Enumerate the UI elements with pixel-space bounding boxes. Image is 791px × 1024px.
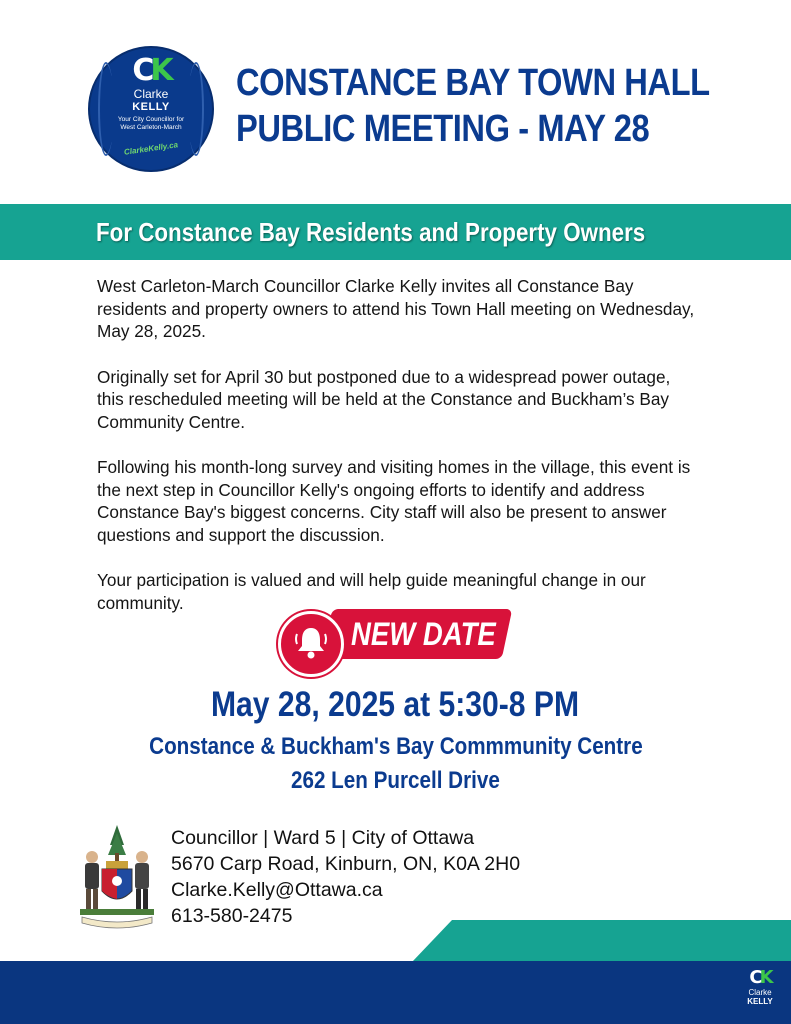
- logo-last-name: KELLY: [132, 101, 170, 113]
- new-date-label: NEW DATE: [351, 616, 496, 652]
- new-date-badge: [277, 603, 515, 673]
- paragraph-participation: Your participation is valued and will help guide meaningful change in our community.: [97, 570, 646, 613]
- footer-logo-last-name: KELLY: [747, 997, 773, 1006]
- footer-bar: [0, 961, 791, 1024]
- footer-logo-first-name: Clarke: [748, 988, 772, 997]
- audience-banner: [0, 204, 791, 260]
- logo-first-name: Clarke: [133, 87, 169, 101]
- contact-address: 5670 Carp Road, Kinburn, ON, K0A 2H0: [171, 853, 521, 875]
- event-datetime: May 28, 2025 at 5:30-8 PM: [211, 685, 580, 724]
- logo-tagline-1: Your City Councillor for: [117, 116, 185, 123]
- contact-email[interactable]: Clarke.Kelly@Ottawa.ca: [171, 879, 383, 901]
- audience-banner-text: For Constance Bay Residents and Property Owners: [96, 217, 646, 247]
- event-address: 262 Len Purcell Drive: [291, 767, 500, 794]
- new-date-ribbon: [322, 609, 513, 659]
- event-venue: Constance & Buckham's Bay Commmunity Centre: [148, 733, 643, 760]
- title-line-1: CONSTANCE BAY TOWN HALL: [236, 62, 710, 104]
- page-title: [236, 60, 710, 152]
- footer-logo: [740, 968, 780, 1006]
- paragraph-invitation: West Carleton-March Councillor Clarke Kelly invites all Constance Bay residents and property owners to attend his Town Hall meeting on Wednesday, May 28, 2025.: [97, 276, 695, 341]
- logo-mark: CK: [132, 53, 170, 88]
- clarke-kelly-logo: [88, 46, 214, 172]
- logo-tagline: [100, 116, 202, 132]
- paragraph-postponement: Originally set for April 30 but postponed due to a widespread power outage, this rescheduled meeting will be held at the Constance and Buckham’s Bay Community Centre.: [97, 366, 671, 432]
- logo-url: ClarkeKelly.ca: [123, 140, 179, 157]
- contact-role: Councillor | Ward 5 | City of Ottawa: [171, 827, 475, 849]
- city-of-ottawa-crest: [72, 823, 162, 931]
- footer-logo-mark: CK: [749, 967, 771, 988]
- bell-icon: [278, 611, 344, 677]
- footer-accent: [412, 920, 791, 962]
- contact-phone[interactable]: 613-580-2475: [171, 905, 293, 927]
- title-line-2: PUBLIC MEETING - MAY 28: [236, 108, 650, 150]
- body-text: [97, 275, 697, 637]
- contact-info: [171, 825, 520, 929]
- logo-tagline-2: West Carleton-March: [120, 124, 182, 131]
- paragraph-survey: Following his month-long survey and visiting homes in the village, this event is the next step in Councillor Kelly's ongoing efforts to identify and address Constance Bay's biggest concerns. City staff will also be present to answer questions and support the discussion.: [97, 457, 691, 545]
